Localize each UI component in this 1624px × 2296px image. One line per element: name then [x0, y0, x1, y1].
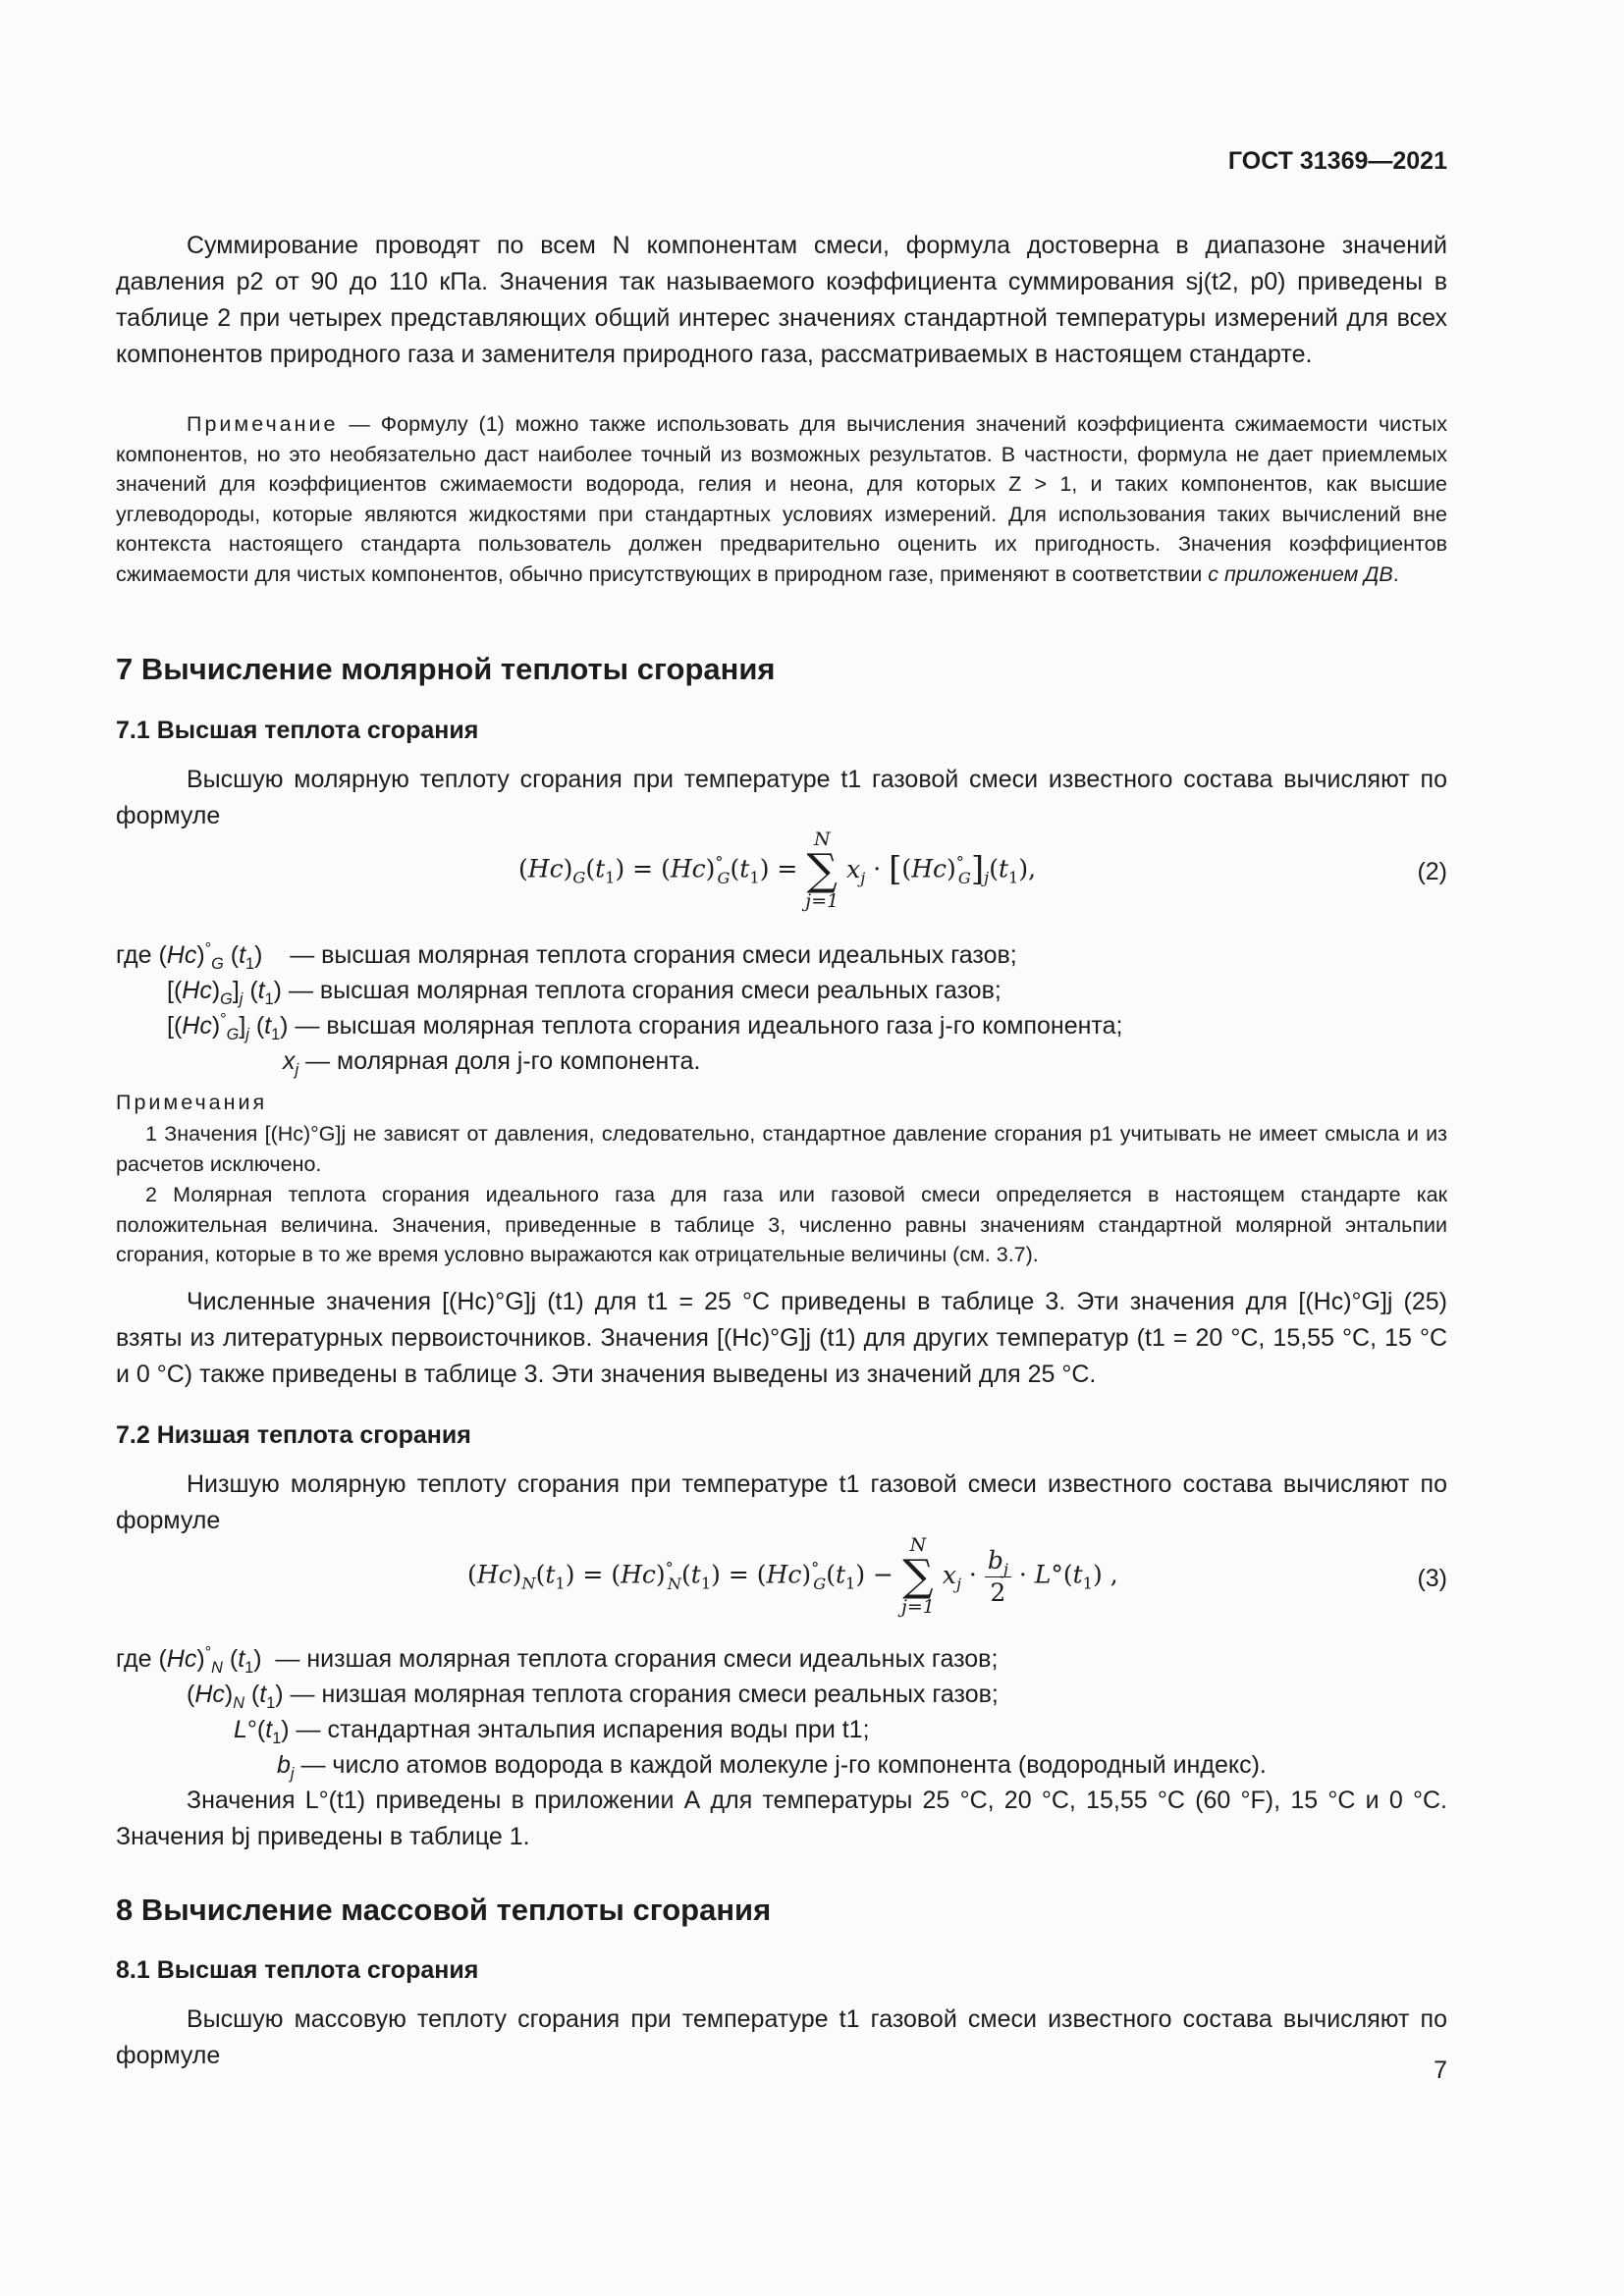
- subsection-7-1-paragraph: Численные значения [(Hc)°G]j (t1) для t1 = 25 °C приведены в таблице 3. Эти значения для [(Hc)°G]j (25) взяты из литературных первоисточников. Значения [(Hc)°G]j (t1) для других температур (t1 = 20 °C, 15,55 °C, 15 °C и 0 °C) также приведены в таблице 3. Эти значения выведены из значений для 25 °C.: [116, 1288, 1447, 1388]
- note-1: 1 Значения [(Hc)°G]j не зависят от давления, следовательно, стандартное давление сгорания p1 учитывать не имеет смысла и из расчетов исключено.: [116, 1122, 1447, 1176]
- definition-text: — низшая молярная теплота сгорания смеси идеальных газов;: [275, 1645, 999, 1673]
- subsection-7-2-paragraph: Значения L°(t1) приведены в приложении А для температуры 25 °C, 20 °C, 15,55 °C (60 °F), 15 °C и 0 °C. Значения bj приведены в таблице 1.: [116, 1787, 1447, 1850]
- note-end: .: [1392, 561, 1399, 586]
- page-number: 7: [1434, 2056, 1447, 2084]
- definition-row: $[(Hc)_G]_j$ $(t_1)$ — высшая молярная теплота сгорания смеси реальных газов;: [167, 977, 1001, 1008]
- definition-text: — высшая молярная теплота сгорания смеси реальных газов;: [288, 977, 1001, 1004]
- notes-label: Примечания: [116, 1091, 268, 1114]
- note-text: — Формулу (1) можно также использовать для вычисления значений коэффициента сжимаемости чистых компонентов, но это необязательно даст наиболее точный из возможных результатов. В частности, формула не дает приемлемых значений для коэффициентов сжимаемости водорода, гелия и неона, для которых Z > 1, и таких компонентов, как высшие углеводороды, которые являются жидкостями при стандартных условиях измерений. Для использования таких вычислений вне контекста настоящего стандарта пользователь должен предварительно оценить их пригодность. Значения коэффициентов сжимаемости для чистых компонентов, обычно присутствующих в природном газе, применяют в соответствии: [116, 412, 1447, 586]
- equation-number-3: (3): [1417, 1565, 1447, 1592]
- document-id: ГОСТ 31369—2021: [1227, 147, 1447, 175]
- formula-3: $(Hc)_N(t_1) = (Hc)^\circ_N(t_1) = (Hc)^\circ_G(t_1)$ − N ∑ j=1 $x_j$ · $\frac{b_j}{2}$ · $L^\circ(t_1)$ ,: [467, 1534, 1118, 1618]
- subsection-7-2-title: 7.2 Низшая теплота сгорания: [116, 1421, 471, 1449]
- definition-row: где $(Hc)^\circ_N$ $(t_1)$ — низшая молярная теплота сгорания смеси идеальных газов;: [116, 1643, 999, 1677]
- definition-text: — высшая молярная теплота сгорания смеси идеальных газов;: [290, 941, 1017, 969]
- definition-text: — низшая молярная теплота сгорания смеси реальных газов;: [290, 1681, 999, 1708]
- intro-paragraph: Суммирование проводят по всем N компонентам смеси, формула достоверна в диапазоне значений давления p2 от 90 до 110 кПа. Значения так называемого коэффициента суммирования sj(t2, p0) приведены в таблице 2 при четырех представляющих общий интерес значениях стандартной температуры измерений для всех компонентов природного газа и заменителя природного газа, рассматриваемых в настоящем стандарте.: [116, 232, 1447, 368]
- subsection-7-1-title: 7.1 Высшая теплота сгорания: [116, 717, 479, 744]
- definition-text: — высшая молярная теплота сгорания идеального газа j-го компонента;: [295, 1012, 1123, 1040]
- definition-row: $L^\circ(t_1)$ — стандартная энтальпия испарения воды при t1;: [234, 1716, 870, 1747]
- definition-text: — стандартная энтальпия испарения воды при t1;: [296, 1716, 870, 1743]
- note-annex-ref: с приложением ДВ: [1208, 561, 1393, 586]
- where-label: где: [116, 1645, 152, 1673]
- definition-text: — молярная доля j-го компонента.: [305, 1047, 701, 1075]
- where-label: где: [116, 941, 152, 969]
- formula-2: $(Hc)_G(t_1) = (Hc)^\circ_G(t_1)$ = N ∑ j=1 $x_j \cdot [(Hc)^\circ_G]_j(t_1)$,: [518, 828, 1037, 912]
- definition-row: $x_j$ — молярная доля j-го компонента.: [283, 1047, 701, 1079]
- definition-text: — число атомов водорода в каждой молекуле j-го компонента (водородный индекс).: [300, 1751, 1267, 1779]
- subsection-7-1-lead: Высшую молярную теплоту сгорания при температуре t1 газовой смеси известного состава вычисляют по формуле: [116, 766, 1447, 829]
- section-8-title: 8 Вычисление массовой теплоты сгорания: [116, 1893, 772, 1927]
- definition-row: $(Hc)_N$ $(t_1)$ — низшая молярная теплота сгорания смеси реальных газов;: [187, 1681, 999, 1712]
- section-7-title: 7 Вычисление молярной теплоты сгорания: [116, 652, 776, 686]
- equation-number-2: (2): [1417, 858, 1447, 885]
- note-2: 2 Молярная теплота сгорания идеального газа для газа или газовой смеси определяется в настоящем стандарте как положительная величина. Значения, приведенные в таблице 3, численно равны значениям стандартной молярной энтальпии сгорания, которые в то же время условно выражаются как отрицательные величины (см. 3.7).: [116, 1183, 1447, 1266]
- definition-row: где $(Hc)^\circ_G$ $(t_1)$ — высшая молярная теплота сгорания смеси идеальных газов;: [116, 939, 1017, 973]
- subsection-7-2-lead: Низшую молярную теплоту сгорания при температуре t1 газовой смеси известного состава вычисляют по формуле: [116, 1470, 1447, 1534]
- note-label: Примечание: [187, 412, 339, 436]
- subsection-8-1-lead: Высшую массовую теплоту сгорания при температуре t1 газовой смеси известного состава вычисляют по формуле: [116, 2005, 1447, 2069]
- subsection-8-1-title: 8.1 Высшая теплота сгорания: [116, 1956, 479, 1984]
- definition-row: $b_j$ — число атомов водорода в каждой молекуле j-го компонента (водородный индекс).: [277, 1751, 1267, 1783]
- definition-row: $[(Hc)^\circ_G]_j$ $(t_1)$ — высшая молярная теплота сгорания идеального газа j-го компонента;: [167, 1010, 1123, 1043]
- intro-note: [116, 409, 1447, 589]
